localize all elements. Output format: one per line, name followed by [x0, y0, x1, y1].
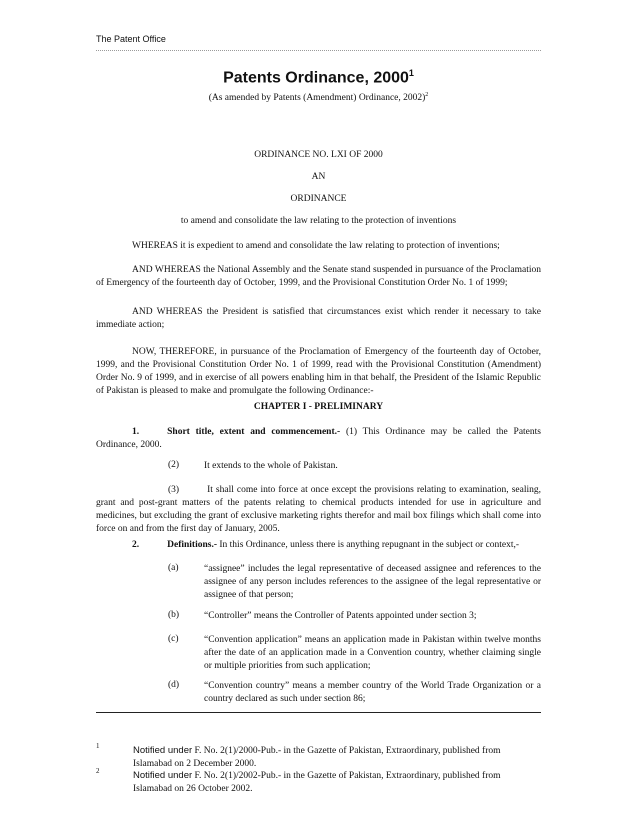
section-2 — [96, 539, 541, 552]
section-2-heading: Definitions.- — [167, 540, 217, 550]
definition-b-label: (b) — [168, 610, 180, 620]
footnote-2-text: F. No. 2(1)/2002-Pub.- in the Gazette of Pakistan, Extraordinary, published from Islamabad on 26 October 2002. — [133, 771, 501, 794]
definition-a-text: “assignee” includes the legal representative of deceased assignee and references to the assignee of any person includes references to the assignee of the legal representative or assignee of that person; — [204, 564, 541, 600]
document-subtitle — [96, 92, 541, 103]
section-1 — [96, 426, 541, 452]
section-1-heading: Short title, extent and commencement.- — [167, 427, 341, 437]
section-1-sub-2-number: (2) — [168, 460, 180, 470]
definition-b-text: “Controller” means the Controller of Patents appointed under section 3; — [204, 611, 477, 621]
definition-c-text: “Convention application” means an application made in Pakistan within twelve months after the date of an application made in a Convention country, whether claiming single or multiple priorities from such application; — [204, 635, 541, 671]
an-line: AN — [311, 172, 326, 182]
section-1-sub-3-number: (3) — [168, 485, 180, 495]
footnote-1-lead: Notified under — [133, 745, 193, 756]
footnote-2 — [133, 769, 541, 796]
purpose-line: to amend and consolidate the law relating to the protection of inventions — [180, 216, 457, 226]
ordinance-line: ORDINANCE — [290, 194, 347, 204]
section-1-sub-3-text: It shall come into force at once except the provisions relating to examination, sealing, grant and post-grant matters of the patents relating to chemical products intended for use in agriculture and medicines, but excluding the grant of exclusive marketing rights therefor and mail box filings which shall come into force on and from the first day of January, 2005. — [96, 485, 541, 534]
footnote-divider — [96, 712, 541, 713]
page-header: The Patent Office — [96, 34, 166, 44]
definition-a-label: (a) — [168, 563, 179, 573]
footnote-2-mark: 2 — [96, 767, 100, 775]
subtitle-footnote-ref[interactable]: 2 — [425, 92, 429, 98]
whereas-paragraph-2: AND WHEREAS the National Assembly and the Senate stand suspended in pursuance of the Proclamation of Emergency of the fourteenth day of October, 1999, and the Provisional Constitution Order No. 1 of 1999; — [96, 265, 541, 288]
therefore-paragraph: NOW, THEREFORE, in pursuance of the Proclamation of Emergency of the fourteenth day of October, 1999, and the Provisional Constitution Order No. 1 of 1999, read with the Provisional Constitution (Amendment) Order No. 9 of 1999, and in exercise of all powers enabling him in that behalf, the President of the Islamic Republic of Pakistan is pleased to make and promulgate the following Ordinance:- — [96, 347, 541, 396]
section-1-number: 1. — [132, 427, 140, 437]
section-1-sub-2-text: It extends to the whole of Pakistan. — [204, 461, 338, 471]
title-text: Patents Ordinance, 2000 — [223, 69, 409, 87]
chapter-heading: CHAPTER I - PRELIMINARY — [253, 402, 384, 412]
footnote-1-mark: 1 — [96, 742, 100, 750]
definition-c-label: (c) — [168, 634, 179, 644]
section-1-sub-3 — [96, 484, 541, 536]
title-footnote-ref[interactable]: 1 — [408, 68, 414, 78]
subtitle-text: (As amended by Patents (Amendment) Ordinance, 2002) — [208, 93, 426, 104]
definition-d-text: “Convention country” means a member country of the World Trade Organization or a country declared as such under section 86; — [204, 681, 541, 704]
document-title — [96, 68, 541, 87]
section-1-text: (1) This Ordinance may be called the Patents Ordinance, 2000. — [96, 427, 541, 450]
section-2-number: 2. — [132, 540, 140, 550]
header-divider — [96, 50, 541, 51]
ordinance-number: ORDINANCE NO. LXI OF 2000 — [254, 150, 383, 160]
footnote-1-text: F. No. 2(1)/2000-Pub.- in the Gazette of Pakistan, Extraordinary, published from Islamabad on 2 December 2000. — [133, 746, 501, 769]
whereas-paragraph-3: AND WHEREAS the President is satisfied that circumstances exist which render it necessary to take immediate action; — [96, 307, 541, 330]
section-2-text: In this Ordinance, unless there is anything repugnant in the subject or context,- — [217, 540, 520, 550]
whereas-paragraph-1: WHEREAS it is expedient to amend and consolidate the law relating to protection of inventions; — [132, 241, 500, 251]
footnote-1 — [133, 744, 541, 771]
definition-d-label: (d) — [168, 680, 180, 690]
footnote-2-lead: Notified under — [133, 770, 193, 781]
